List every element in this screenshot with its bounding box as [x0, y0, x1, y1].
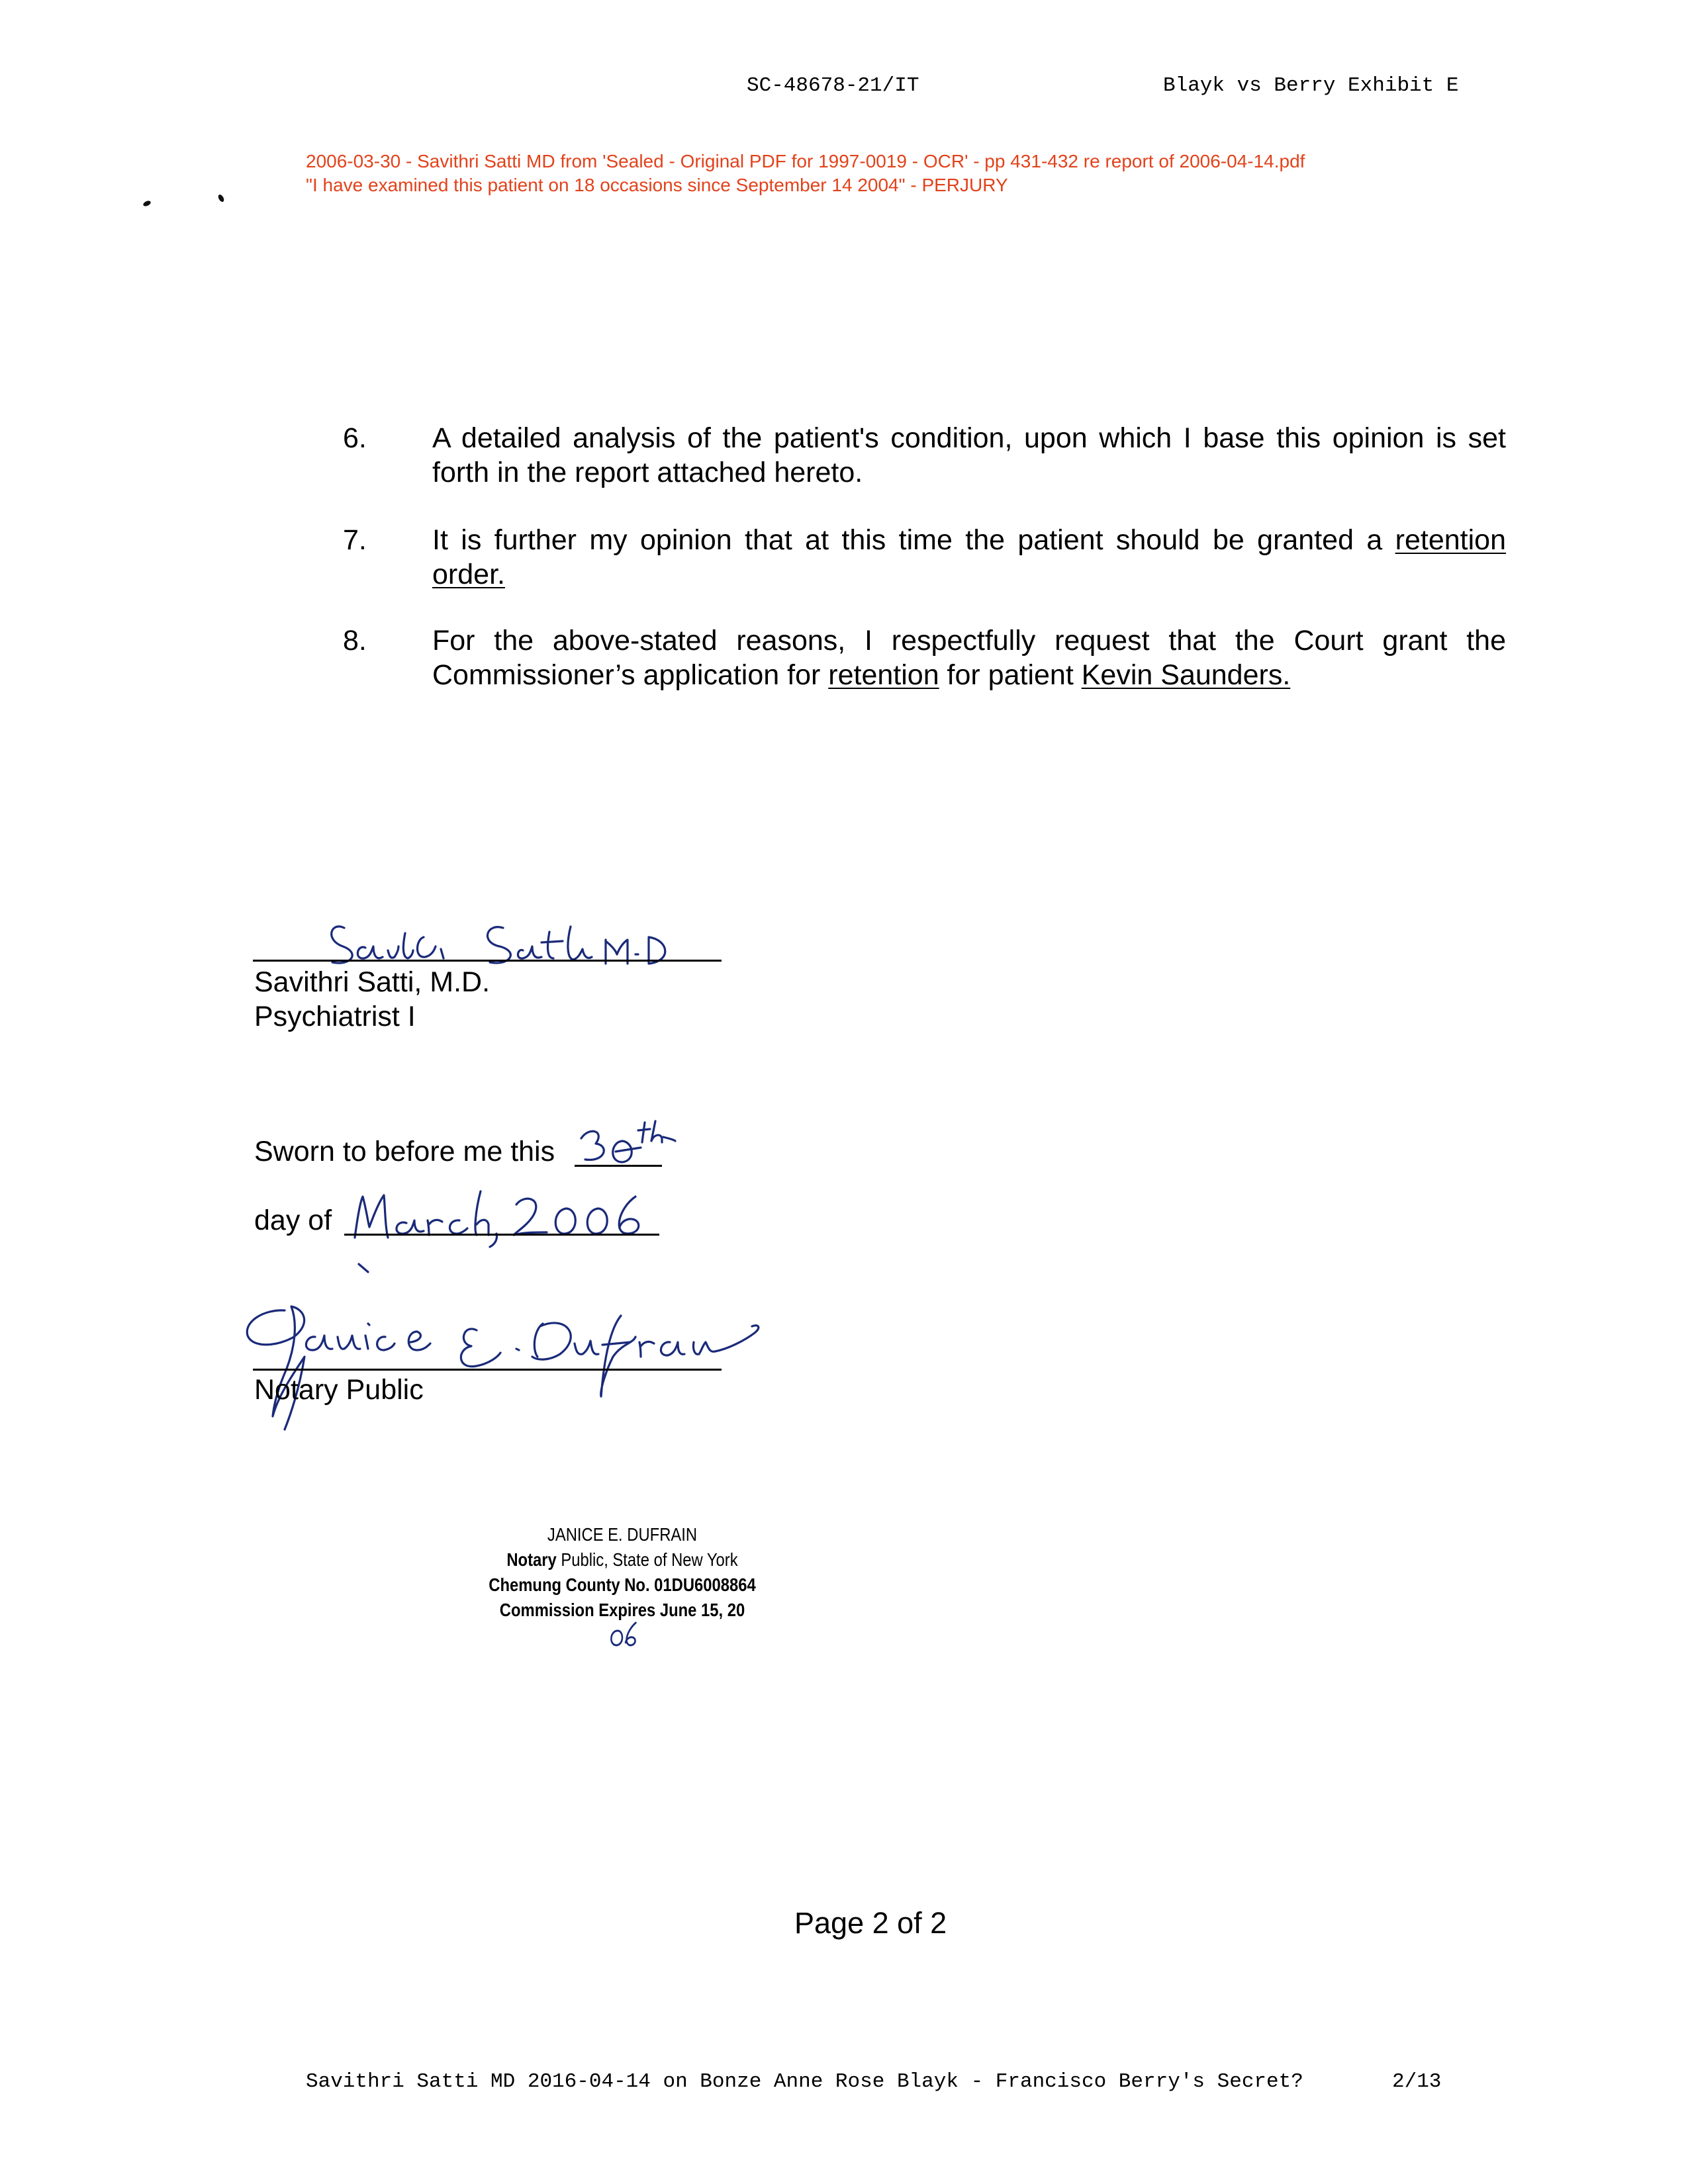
scan-speck [217, 194, 225, 203]
stamp-line [487, 1572, 757, 1598]
paragraph-text-part: It is further my opinion that at this time the patient should be granted a [432, 524, 1395, 556]
psychiatrist-signature [324, 913, 682, 973]
day-of-label: day of [254, 1205, 332, 1236]
stamp-bold-text: Notary [506, 1549, 557, 1570]
paragraph-text-part: For the above-stated reasons, I respectfully request that the Court grant the Commissioner’s application for [432, 625, 1506, 691]
sworn-prefix: Sworn to before me this [254, 1136, 555, 1167]
notary-stamp [487, 1522, 757, 1651]
paragraph-number: 7. [343, 524, 367, 556]
underlined-text: retention [828, 659, 939, 691]
psychiatrist-name: Savithri Satti, M.D. [254, 966, 491, 998]
stamp-text: Public, State of New York [556, 1549, 738, 1570]
paragraph-number: 6. [343, 422, 367, 454]
underlined-text: retention order. [432, 524, 1506, 590]
footer-page-count: 2/13 [1392, 2070, 1442, 2093]
annotation-line-2: "I have examined this patient on 18 occasions since September 14 2004" - PERJURY [306, 175, 1008, 195]
stamp-bold-text: Commission Expires June [499, 1600, 697, 1620]
notary-label: Notary Public [254, 1374, 424, 1406]
date-line [575, 1165, 662, 1167]
sworn-day-handwritten [576, 1118, 675, 1171]
stamp-line [487, 1598, 757, 1651]
document-id: SC-48678-21/IT [747, 74, 919, 97]
stamp-text: County No. 01DU6008864 [561, 1574, 756, 1595]
stamp-handwritten-year [606, 1623, 638, 1648]
paragraph-text-part: for patient [939, 659, 1082, 691]
psychiatrist-title: Psychiatrist I [254, 1001, 416, 1032]
footer-title: Savithri Satti MD 2016-04-14 on Bonze Anne Rose Blayk - Francisco Berry's Secret? [306, 2070, 1303, 2093]
paragraph-text [432, 523, 1506, 592]
date-line [344, 1234, 659, 1236]
stamp-bold-text: Chemung [489, 1574, 562, 1595]
stamp-name: JANICE E. DUFRAIN [547, 1524, 698, 1545]
stamp-line [487, 1547, 757, 1572]
signature-line [253, 960, 722, 962]
paragraph-text [432, 623, 1506, 692]
signature-line [253, 1369, 722, 1371]
page-number: Page 2 of 2 [794, 1906, 947, 1940]
paragraph-text: A detailed analysis of the patient's condition, upon which I base this opinion is set forth in the report attached hereto. [432, 422, 1506, 488]
underlined-text: Kevin Saunders. [1081, 659, 1291, 691]
paragraph-number: 8. [343, 625, 367, 657]
stamp-text: 15, 20 [696, 1600, 745, 1620]
annotation-line-1: 2006-03-30 - Savithri Satti MD from 'Sealed - Original PDF for 1997-0019 - OCR' - pp 431-432 re report of 2006-04-14.pdf [306, 151, 1305, 171]
exhibit-label: Blayk vs Berry Exhibit E [1163, 74, 1459, 97]
scan-speck [142, 200, 152, 207]
